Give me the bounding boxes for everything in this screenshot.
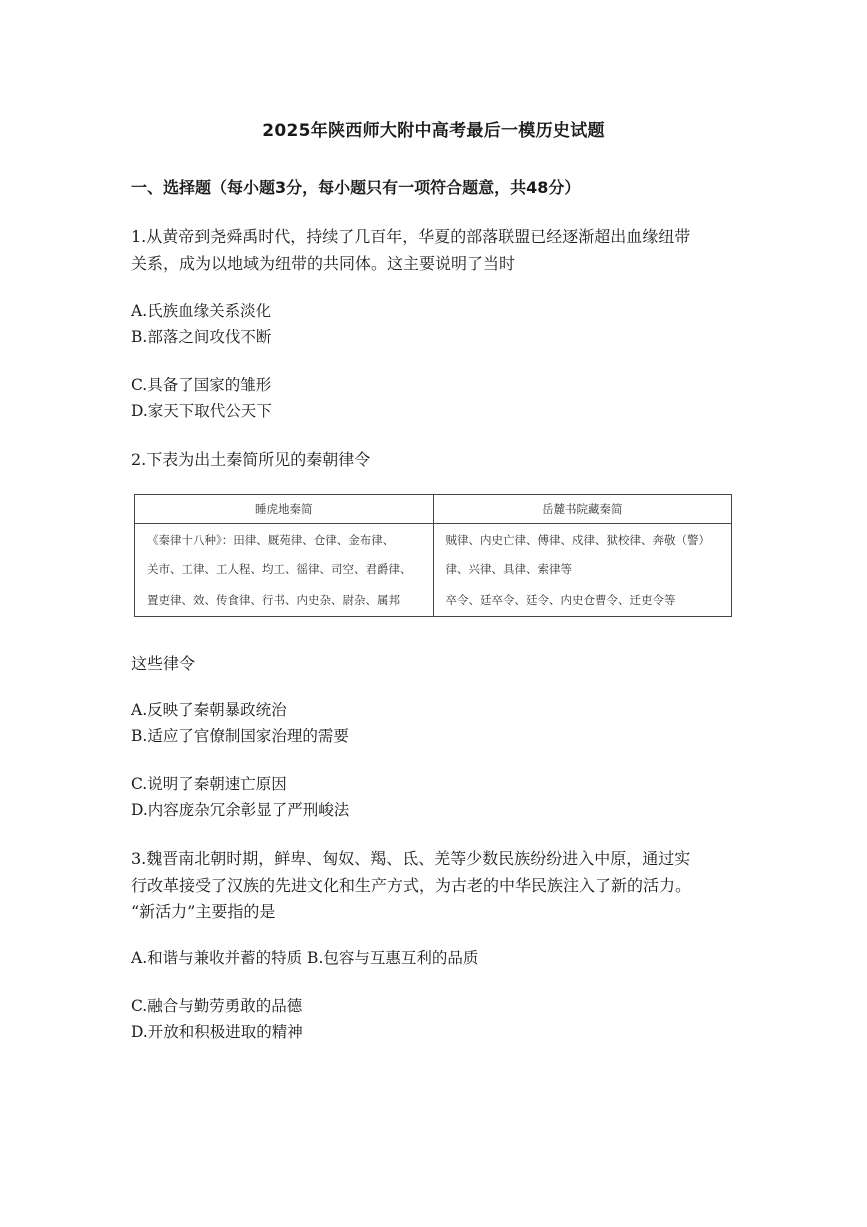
table-cell-line: 律、兴律、具律、索律等 [445,562,572,576]
table-header-row [135,495,732,524]
q2-option-d: D.内容庞杂冗余彰显了严刑峻法 [131,801,350,819]
table-row [135,524,732,617]
qin-laws-table [134,494,732,617]
q1-stem-line-1: 1.从黄帝到尧舜禹时代，持续了几百年，华夏的部落联盟已经逐渐超出血缘纽带 [131,227,691,246]
q2-after-table: 这些律令 [131,654,196,673]
table-cell-line: 关市、工律、工人程、均工、徭律、司空、君爵律、 [147,562,412,576]
section-heading: 一、选择题（每小题3分，每小题只有一项符合题意，共48分） [131,178,581,197]
q2-stem-line-1: 2.下表为出土秦简所见的秦朝律令 [131,450,371,469]
q1-option-c: C.具备了国家的雏形 [131,376,272,394]
table-header-yuelu: 岳麓书院藏秦简 [433,495,732,524]
q3-option-ab: A.和谐与兼收并蓄的特质 B.包容与互惠互利的品质 [131,949,479,967]
table-cell-shuihudi [135,524,434,617]
q3-stem-line-3: “新活力”主要指的是 [131,902,276,921]
q1-option-d: D.家天下取代公天下 [131,402,272,420]
table-cell-line: 《秦律十八种》：田律、厩苑律、仓律、金布律、 [147,533,395,547]
q1-option-b: B.部落之间攻伐不断 [131,328,272,346]
exam-title: 2025年陕西师大附中高考最后一模历史试题 [262,121,605,141]
q1-option-a: A.氏族血缘关系淡化 [131,302,272,320]
q3-stem-line-1: 3.魏晋南北朝时期，鲜卑、匈奴、羯、氐、羌等少数民族纷纷进入中原，通过实 [131,849,691,868]
q3-stem-line-2: 行改革接受了汉族的先进文化和生产方式，为古老的中华民族注入了新的活力。 [131,876,692,895]
q1-stem-line-2: 关系，成为以地域为纽带的共同体。这主要说明了当时 [131,254,516,273]
table-cell-yuelu [433,524,732,617]
q2-option-b: B.适应了官僚制国家治理的需要 [131,727,349,745]
q3-option-c: C.融合与勤劳勇敢的品德 [131,997,303,1015]
table-cell-line: 卒令、廷卒令、廷令、内史仓曹令、迁吏令等 [445,593,676,607]
q2-option-c: C.说明了秦朝速亡原因 [131,775,287,793]
table-cell-line: 贼律、内史亡律、傅律、戍律、狱校律、奔敬（警） [445,533,710,547]
table-cell-line: 置吏律、效、传食律、行书、内史杂、尉杂、属邦 [147,593,400,607]
table-header-shuihudi: 睡虎地秦简 [135,495,434,524]
q2-option-a: A.反映了秦朝暴政统治 [131,701,287,719]
q3-option-d: D.开放和积极进取的精神 [131,1023,303,1041]
